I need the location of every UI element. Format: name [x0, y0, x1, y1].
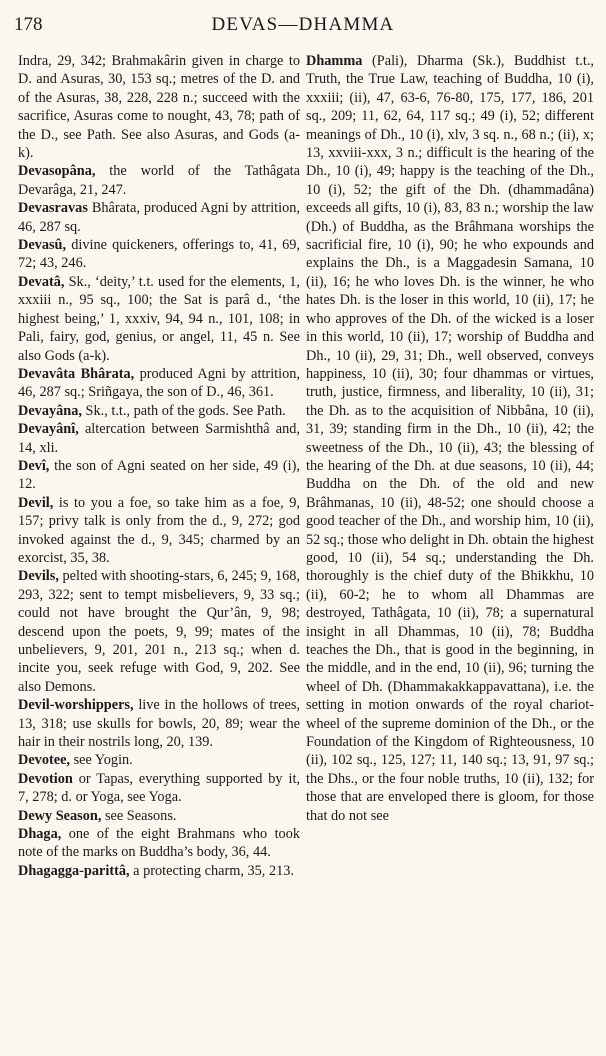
- entry-text: pelted with shooting-stars, 6, 245; 9, 168, 293, 322; sent to tempt misbelievers, 9, 33 sq.; could not have brought the Qur’ân, 9, 98; descend upon the poets, 9, 99; mates of the unbelievers, 9, 201, 201 n., 213 sq.; when d. incite you, seek refuge with God, 9, 202. See also Demons.: [18, 568, 300, 695]
- entry-headword: Devavâta Bhârata,: [18, 365, 135, 382]
- entry-headword: Dhaga,: [18, 826, 62, 843]
- entry-text: Indra, 29, 342; Brahmakârin given in charge to D. and Asuras, 30, 153 sq.; metres of the D. and of the Asuras, 38, 228, 228 n.; succeed with the sacrifice, Asuras come to nought, 43, 78; path of the D., see Path. See also Asuras, and Gods (a-k).: [18, 53, 300, 162]
- entry-text: Sk., ‘deity,’ t.t. used for the elements, 1, xxxiii n., 95 sq., 100; the Sat is parâ d., ‘the highest being,’ 1, xxxiv, 94, 94 n., 101, 108; in Pali, fairy, god, genius, or angel, 11, 45 n. See also Gods (a-k).: [18, 273, 300, 364]
- entry-text: Sk., t.t., path of the gods. See Path.: [81, 402, 286, 419]
- index-entry: [18, 825, 300, 862]
- entry-text: the world of the Tathâgata Devarâga, 21, 247.: [18, 163, 300, 198]
- entry-headword: Devatâ,: [18, 273, 65, 290]
- entry-headword: Dewy Season,: [18, 807, 102, 824]
- entry-headword: Devotion: [18, 770, 73, 787]
- entry-headword: Devotee,: [18, 752, 70, 769]
- entry-text: (Pali), Dharma (Sk.), Buddhist t.t., Truth, the True Law, teaching of Buddha, 10 (i), xxxiii; (ii), 47, 63-6, 76-80, 175, 177, 186, 201 sq., 209; 11, 62, 64, 117 sq.; 49 (i), 52; different meanings of Dh., 10 (i), xlv, 3 sq. n., 68 n.; (ii), x; 13, xxviii-xxx, 3 n.; difficult is the hearing of the Dh., 10 (i), 49; happy is the teaching of the Dh., 10 (i), 52; the gift of the Dh. (dhammadâna) exceeds all gifts, 10 (i), 83, 83 n.; worship the law (Dh.) of Buddha, as the Brâhmana worships the sacrificial fire, 10 (i), 90; he who expounds and explains the Dh., is a Maggadesin Samana, 10 (ii), 16; he who loves Dh. is the winner, he who hates Dh. is the loser in this world, 10 (ii), 17; he who approves of the Dh. of the wicked is a loser in this world, 10 (ii), 17; worship of Buddha and Dh., 10 (ii), 29, 31; Dh., well observed, conveys happiness, 10 (ii), 30; four dhammas or virtues, truth, justice, firmness, and liberality, 10 (ii), 31; the Dh. as to the acquisition of Nibbâna, 10 (ii), 31, 39; standing firm in the Dh., 10 (ii), 42; the sweetness of the Dh., 10 (ii), 43; the blessing of the hearing of the Dh. at due seasons, 10 (ii), 44; Buddha on the Dh. of the old and new Brâhmanas, 10 (ii), 48-52; one should choose a good teacher of the Dh., and worship him, 10 (ii), 52 sq.; those who delight in Dh. obtain the highest good, 10 (ii), 54 sq.; understanding the Dh. thoroughly is the chief duty of the Bhikkhu, 10 (ii), 60-2; he to whom all Dhammas are destroyed, Tathâgata, 10 (ii), 78; a supernatural insight in all Dhammas, 10 (ii), 78; Buddha teaches the Dh., that is good in the beginning, in the middle, and in the end, 10 (ii), 96; turning the wheel of Dh. (Dhammakakkappavattana), i.e. the setting in motion onwards of the royal chariot-wheel of the supreme dominion of the Dh., or the Foundation of the Kingdom of Righteousness, 10 (ii), 102 sq., 125, 127; 11, 140 sq.; 13, 91, 97 sq.; the Dhs., or the four noble truths, 10 (ii), 132; for those that are enveloped there is gloom, for those that do not see: [306, 53, 594, 824]
- entry-text: live in the hollows of trees, 13, 318; use skulls for bowls, 20, 89; wear the hair in their nostrils long, 20, 139.: [18, 697, 300, 751]
- index-entry: [18, 365, 300, 402]
- right-column: [306, 52, 594, 825]
- entry-headword: Devasopâna,: [18, 163, 96, 180]
- entry-text: altercation between Sarmishthâ and, 14, xli.: [18, 421, 300, 456]
- left-column: [18, 52, 300, 880]
- index-entry: [306, 52, 594, 825]
- index-entry: [18, 199, 300, 236]
- page-number: 178: [14, 14, 43, 35]
- entry-headword: Devayâna,: [18, 402, 82, 419]
- entry-text: see Yogin.: [70, 752, 133, 769]
- index-entry: [18, 751, 300, 769]
- entry-headword: Devil,: [18, 494, 54, 511]
- entry-headword: Devasravas: [18, 200, 88, 217]
- index-entry: [18, 696, 300, 751]
- entry-text: a protecting charm, 35, 213.: [129, 862, 294, 879]
- entry-text: see Seasons.: [101, 807, 177, 824]
- entry-text: is to you a foe, so take him as a foe, 9, 157; privy talk is only from the d., 9, 272; god invoked against the d., 9, 345; charmed by an exorcist, 35, 38.: [18, 494, 300, 566]
- entry-headword: Dhamma: [306, 53, 363, 69]
- index-entry: [18, 862, 300, 880]
- entry-headword: Devayânî,: [18, 421, 79, 438]
- entry-text: Bhârata, produced Agni by attrition, 46, 287 sq.: [18, 200, 300, 235]
- entry-headword: Devî,: [18, 457, 50, 474]
- index-entry: [18, 457, 300, 494]
- index-entry: [18, 420, 300, 457]
- entry-text: the son of Agni seated on her side, 49 (i), 12.: [18, 457, 300, 493]
- entry-headword: Dhagagga-parittâ,: [18, 862, 130, 879]
- entry-text: one of the eight Brahmans who took note of the marks on Buddha’s body, 36, 44.: [18, 826, 300, 861]
- index-entry: [18, 52, 300, 162]
- index-entry: [18, 567, 300, 696]
- entry-text: divine quickeners, offerings to, 41, 69, 72; 43, 246.: [18, 237, 300, 272]
- index-entry: [18, 273, 300, 365]
- entry-headword: Devasû,: [18, 237, 67, 254]
- index-entry: [18, 402, 300, 420]
- index-entry: [18, 494, 300, 568]
- index-entry: [18, 807, 300, 825]
- running-head: DEVAS—DHAMMA: [211, 14, 395, 35]
- index-entry: [18, 236, 300, 273]
- index-entry: [18, 162, 300, 199]
- entry-headword: Devils,: [18, 568, 59, 585]
- entry-text: or Tapas, everything supported by it, 7, 278; d. or Yoga, see Yoga.: [18, 770, 300, 806]
- index-entry: [18, 770, 300, 807]
- entry-headword: Devil-worshippers,: [18, 697, 134, 714]
- page-header: [12, 14, 594, 38]
- entry-text: produced Agni by attrition, 46, 287 sq.; Sriñgaya, the son of D., 46, 361.: [18, 365, 300, 401]
